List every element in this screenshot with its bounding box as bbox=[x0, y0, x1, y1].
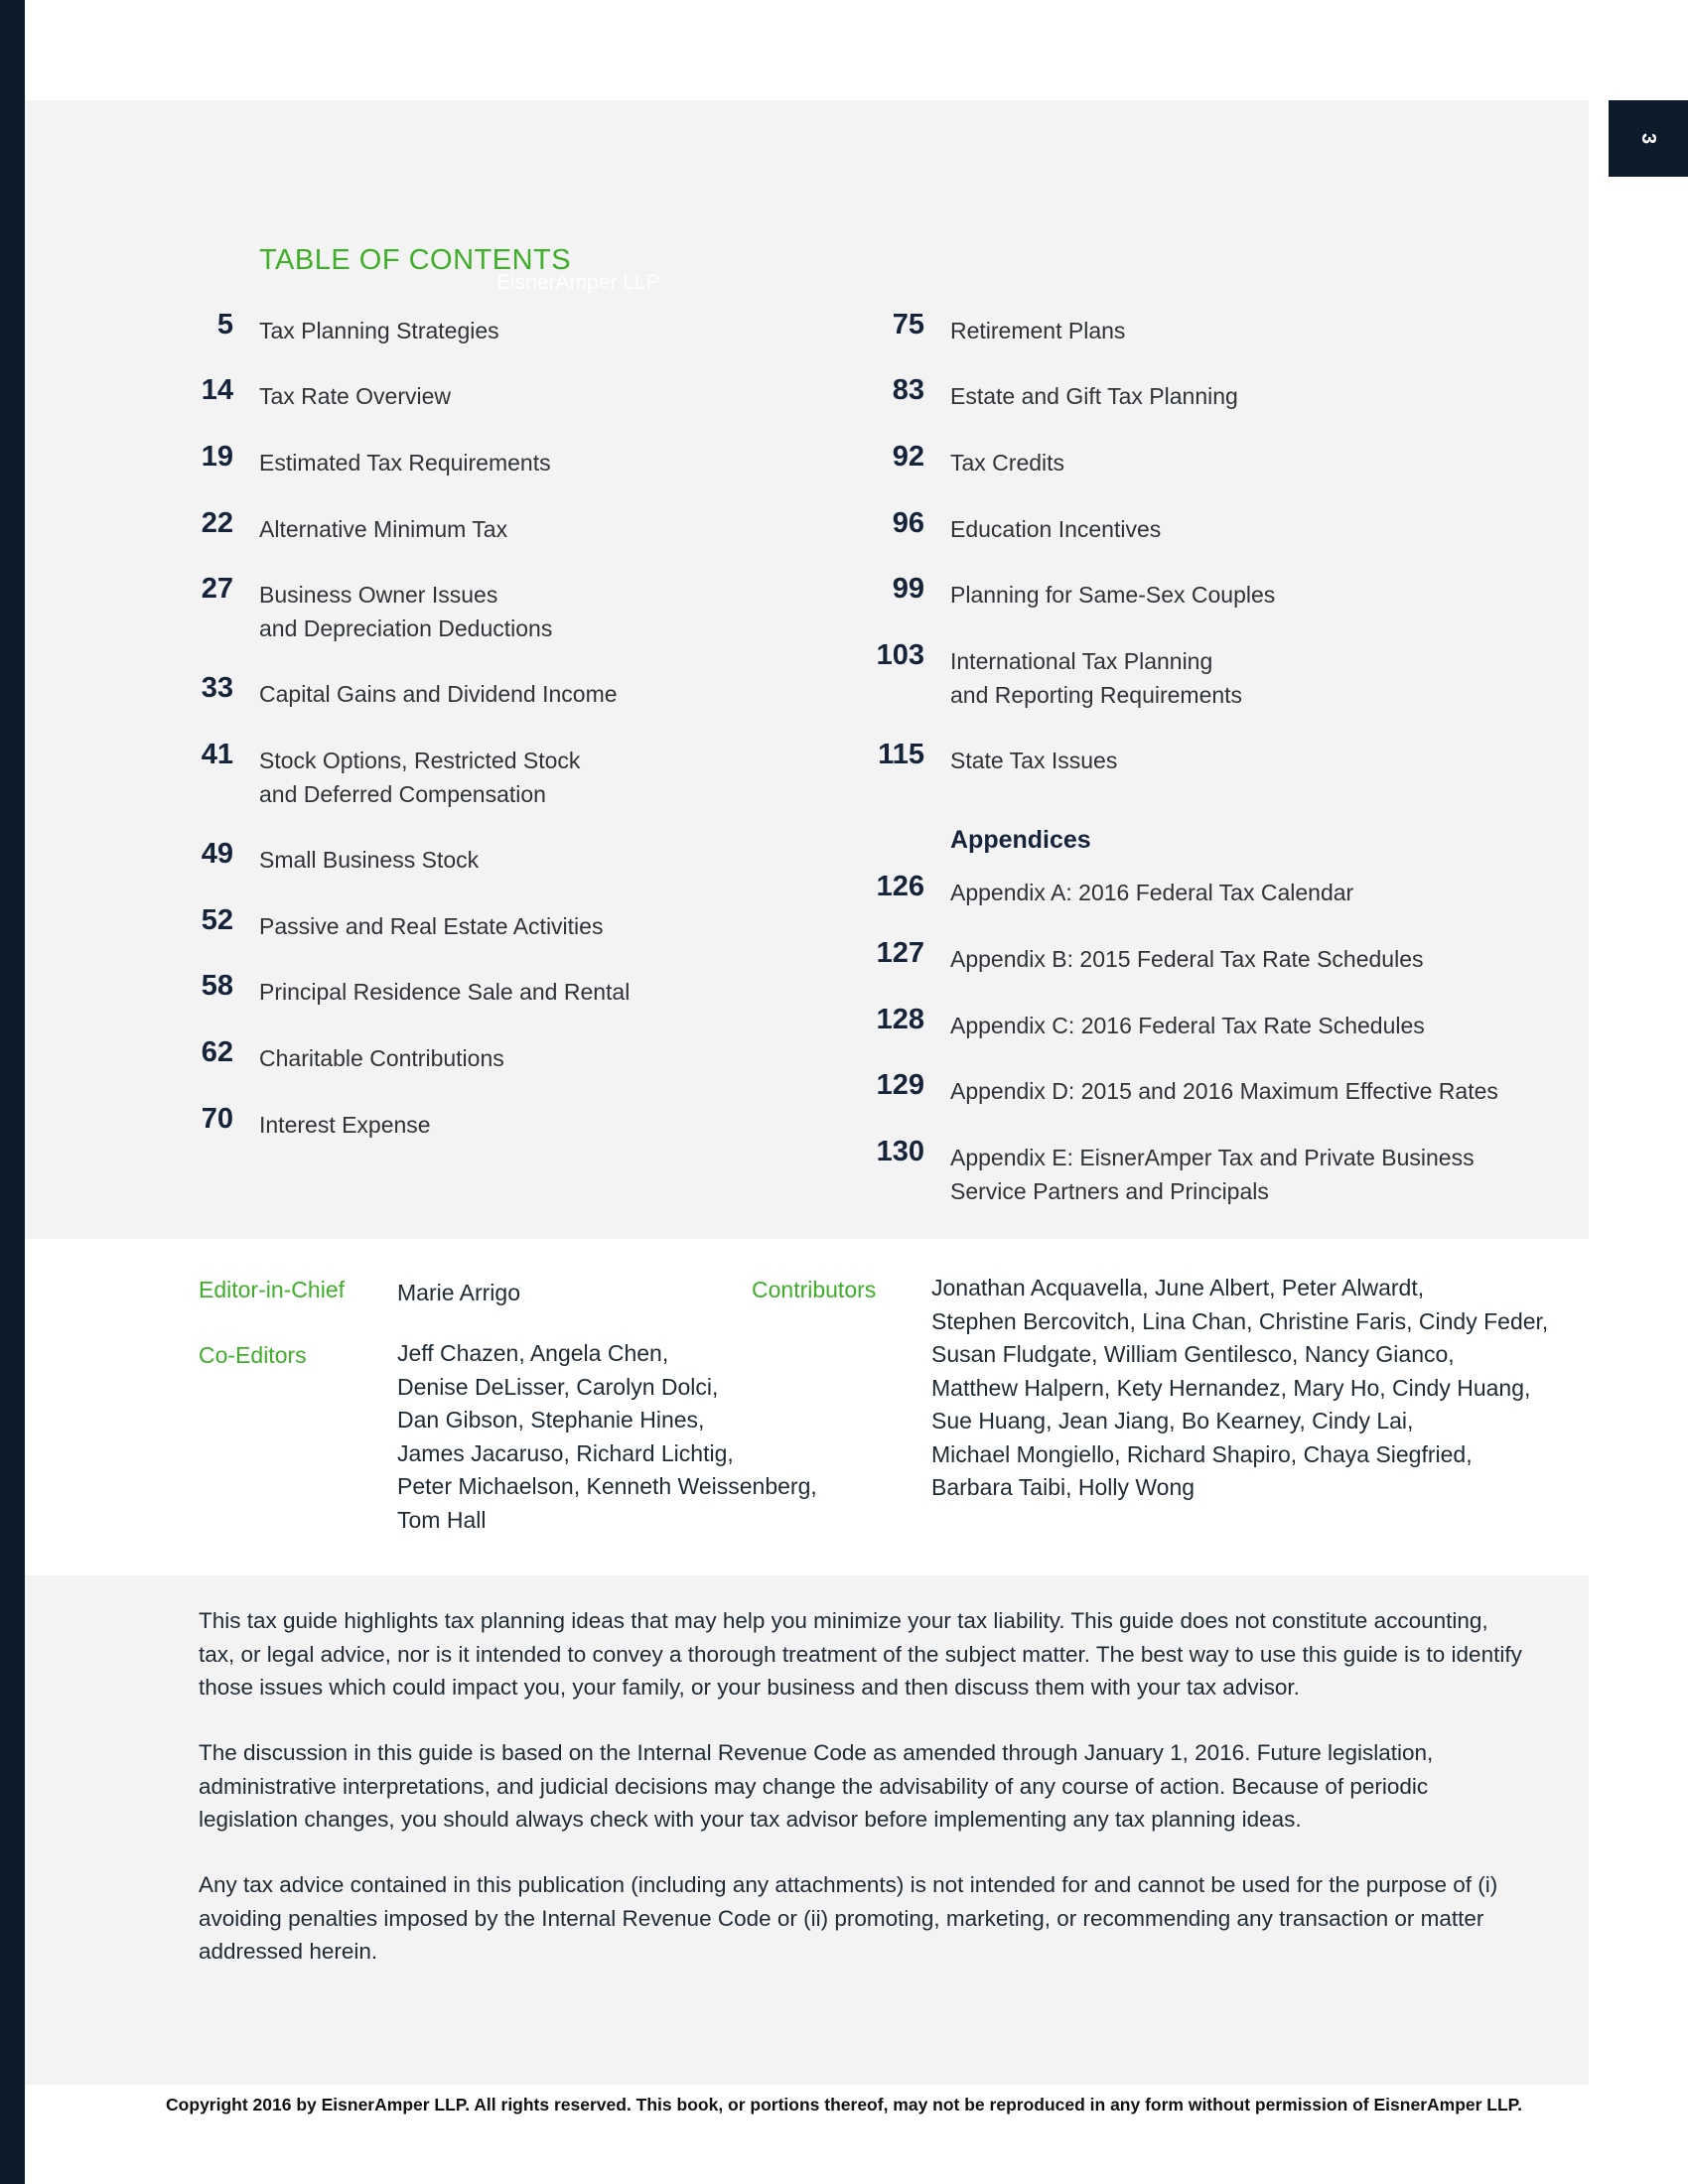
toc-page-number: 70 bbox=[201, 1103, 233, 1135]
coeditors-line: Dan Gibson, Stephanie Hines, bbox=[397, 1407, 705, 1433]
toc-entry[interactable] bbox=[201, 838, 480, 877]
toc-page-number: 19 bbox=[201, 441, 233, 473]
appendices-heading: Appendices bbox=[950, 826, 1091, 854]
toc-entry[interactable] bbox=[892, 573, 1276, 612]
toc-page-number: 129 bbox=[876, 1069, 924, 1101]
toc-page-number: 128 bbox=[876, 1004, 924, 1035]
contributors-label: Contributors bbox=[752, 1277, 877, 1302]
toc-entry[interactable] bbox=[201, 1036, 504, 1075]
toc-entry-title: Planning for Same-Sex Couples bbox=[950, 582, 1276, 608]
toc-page-number: 52 bbox=[201, 904, 233, 936]
toc-entry-title-line2: and Depreciation Deductions bbox=[259, 615, 553, 641]
toc-entry-title: Appendix E: EisnerAmper Tax and Private Business bbox=[950, 1145, 1475, 1170]
toc-entry[interactable] bbox=[892, 507, 1162, 546]
toc-entry-title-line2: Service Partners and Principals bbox=[950, 1178, 1269, 1204]
toc-page-number: 103 bbox=[876, 639, 924, 671]
toc-entry[interactable] bbox=[876, 639, 1243, 712]
toc-entry[interactable] bbox=[201, 904, 604, 943]
toc-title: TABLE OF CONTENTS bbox=[259, 244, 572, 276]
toc-entry[interactable] bbox=[201, 374, 452, 413]
contributors-line: Stephen Bercovitch, Lina Chan, Christine Faris, Cindy Feder, bbox=[931, 1307, 1549, 1334]
toc-entry[interactable] bbox=[892, 441, 1065, 479]
contributors-line: Barbara Taibi, Holly Wong bbox=[931, 1474, 1196, 1500]
toc-entry-title: Estimated Tax Requirements bbox=[259, 450, 551, 476]
toc-entry-title: Education Incentives bbox=[950, 516, 1162, 542]
page-number-tab bbox=[1609, 100, 1688, 177]
toc-entry[interactable] bbox=[201, 970, 631, 1009]
toc-page-number: 27 bbox=[201, 573, 233, 605]
toc-entry-title: State Tax Issues bbox=[950, 748, 1118, 773]
editor-name: Marie Arrigo bbox=[397, 1280, 520, 1305]
toc-entry[interactable] bbox=[892, 309, 1126, 347]
toc-entry-title: Charitable Contributions bbox=[259, 1045, 504, 1071]
toc-entry-title: Appendix C: 2016 Federal Tax Rate Schedules bbox=[950, 1013, 1425, 1038]
toc-page-number: 41 bbox=[201, 739, 233, 770]
toc-page-number: 22 bbox=[201, 507, 233, 539]
toc-page-number: 5 bbox=[216, 309, 233, 341]
toc-entry-title: Appendix B: 2015 Federal Tax Rate Schedules bbox=[950, 946, 1424, 972]
toc-entry[interactable] bbox=[876, 937, 1424, 976]
contributors-line: Sue Huang, Jean Jiang, Bo Kearney, Cindy Lai, bbox=[931, 1408, 1414, 1433]
left-edge-bar bbox=[0, 0, 25, 2184]
toc-entry-title: Appendix A: 2016 Federal Tax Calendar bbox=[950, 880, 1354, 905]
toc-entry-title: Appendix D: 2015 and 2016 Maximum Effective Rates bbox=[950, 1078, 1498, 1104]
coeditors-line: Tom Hall bbox=[397, 1506, 487, 1533]
toc-entry[interactable] bbox=[876, 871, 1354, 909]
toc-entry-title: International Tax Planning bbox=[950, 648, 1213, 674]
toc-entry-title: Business Owner Issues bbox=[259, 582, 498, 608]
coeditors-label: Co-Editors bbox=[199, 1342, 307, 1368]
toc-entry[interactable] bbox=[201, 672, 618, 711]
toc-entry-title: Interest Expense bbox=[259, 1112, 431, 1138]
toc-entry[interactable] bbox=[201, 573, 553, 645]
toc-entry-title: Capital Gains and Dividend Income bbox=[259, 681, 618, 707]
toc-page-number: 58 bbox=[201, 970, 233, 1002]
toc-entry[interactable] bbox=[892, 374, 1238, 413]
toc-entry-title: Estate and Gift Tax Planning bbox=[950, 383, 1238, 409]
contributors-line: Matthew Halpern, Kety Hernandez, Mary Ho, Cindy Huang, bbox=[931, 1374, 1531, 1401]
contributors-line: Susan Fludgate, William Gentilesco, Nancy Gianco, bbox=[931, 1341, 1455, 1367]
toc-entry-title: Retirement Plans bbox=[950, 318, 1126, 343]
toc-page-number: 33 bbox=[201, 672, 233, 704]
toc-entry[interactable] bbox=[201, 739, 581, 811]
toc-entry-title: Tax Rate Overview bbox=[259, 383, 452, 409]
toc-page-number: 14 bbox=[201, 374, 233, 406]
toc-page-number: 99 bbox=[892, 573, 924, 605]
toc-entry[interactable] bbox=[876, 1069, 1498, 1108]
toc-entry[interactable] bbox=[201, 1103, 431, 1142]
toc-entry-title: Small Business Stock bbox=[259, 847, 480, 873]
toc-page-number: 130 bbox=[876, 1136, 924, 1167]
coeditors-line: Jeff Chazen, Angela Chen, bbox=[397, 1340, 669, 1366]
contributors-list bbox=[931, 1272, 1548, 1505]
toc-page-number: 127 bbox=[876, 937, 924, 969]
toc-entry-title: Principal Residence Sale and Rental bbox=[259, 979, 631, 1005]
contributors-line: Jonathan Acquavella, June Albert, Peter Alwardt, bbox=[931, 1275, 1425, 1300]
toc-entry[interactable] bbox=[201, 441, 551, 479]
toc-page-number: 49 bbox=[201, 838, 233, 870]
toc-entry-title-line2: and Reporting Requirements bbox=[950, 682, 1243, 708]
disclaimer-paragraph: This tax guide highlights tax planning ideas that may help you minimize your tax liability. This guide does not constitute accounting, tax, or legal advice, nor is it intended to convey a thorough treatment of the subject matter. The best way to use this guide is to identify those issues which could impact you, your family, or your business and then discuss them with your tax advisor. bbox=[199, 1608, 1522, 1700]
toc-entry[interactable] bbox=[876, 1136, 1475, 1208]
toc-entry[interactable] bbox=[216, 309, 499, 347]
toc-entry-title-line2: and Deferred Compensation bbox=[259, 781, 546, 807]
coeditors-list bbox=[397, 1337, 817, 1537]
toc-page-number: 115 bbox=[878, 739, 924, 770]
toc-page-number: 96 bbox=[892, 507, 924, 539]
coeditors-line: James Jacaruso, Richard Lichtig, bbox=[397, 1439, 734, 1466]
toc-page-number: 92 bbox=[892, 441, 924, 473]
disclaimer-paragraph: The discussion in this guide is based on the Internal Revenue Code as amended through January 1, 2016. Future legislation, administrative interpretations, and judicial decisions may change the advisability of any course of action. Because of periodic legislation changes, you should always check with your tax advisor before implementing any tax planning ideas. bbox=[199, 1740, 1434, 1832]
copyright-notice: Copyright 2016 by EisnerAmper LLP. All rights reserved. This book, or portions thereof, may not be reproduced in any form without permission of EisnerAmper LLP. bbox=[166, 2095, 1522, 2115]
page-number: 3 bbox=[1637, 132, 1660, 145]
coeditors-line: Denise DeLisser, Carolyn Dolci, bbox=[397, 1373, 719, 1400]
coeditors-line: Peter Michaelson, Kenneth Weissenberg, bbox=[397, 1473, 817, 1499]
toc-entry-title: Tax Credits bbox=[950, 450, 1065, 476]
contributors-line: Michael Mongiello, Richard Shapiro, Chaya Siegfried, bbox=[931, 1440, 1473, 1467]
toc-entry-title: Tax Planning Strategies bbox=[259, 318, 499, 343]
toc-page-number: 62 bbox=[201, 1036, 233, 1068]
toc-entry[interactable] bbox=[876, 1004, 1425, 1042]
toc-entry[interactable] bbox=[878, 739, 1118, 777]
watermark: EisnerAmper LLP bbox=[496, 271, 660, 294]
toc-entry[interactable] bbox=[201, 507, 508, 546]
editor-label: Editor-in-Chief bbox=[199, 1277, 345, 1302]
toc-entry-title: Stock Options, Restricted Stock bbox=[259, 748, 581, 773]
disclaimer-paragraph: Any tax advice contained in this publication (including any attachments) is not intended for and cannot be used for the purpose of (i) avoiding penalties imposed by the Internal Revenue Code or (ii) promoting, marketing, or recommending any transaction or matter addressed herein. bbox=[199, 1872, 1498, 1964]
toc-page-number: 126 bbox=[876, 871, 924, 902]
toc-entry-title: Alternative Minimum Tax bbox=[259, 516, 508, 542]
toc-page-number: 75 bbox=[892, 309, 924, 341]
toc-page-number: 83 bbox=[892, 374, 924, 406]
toc-entry-title: Passive and Real Estate Activities bbox=[259, 913, 604, 939]
